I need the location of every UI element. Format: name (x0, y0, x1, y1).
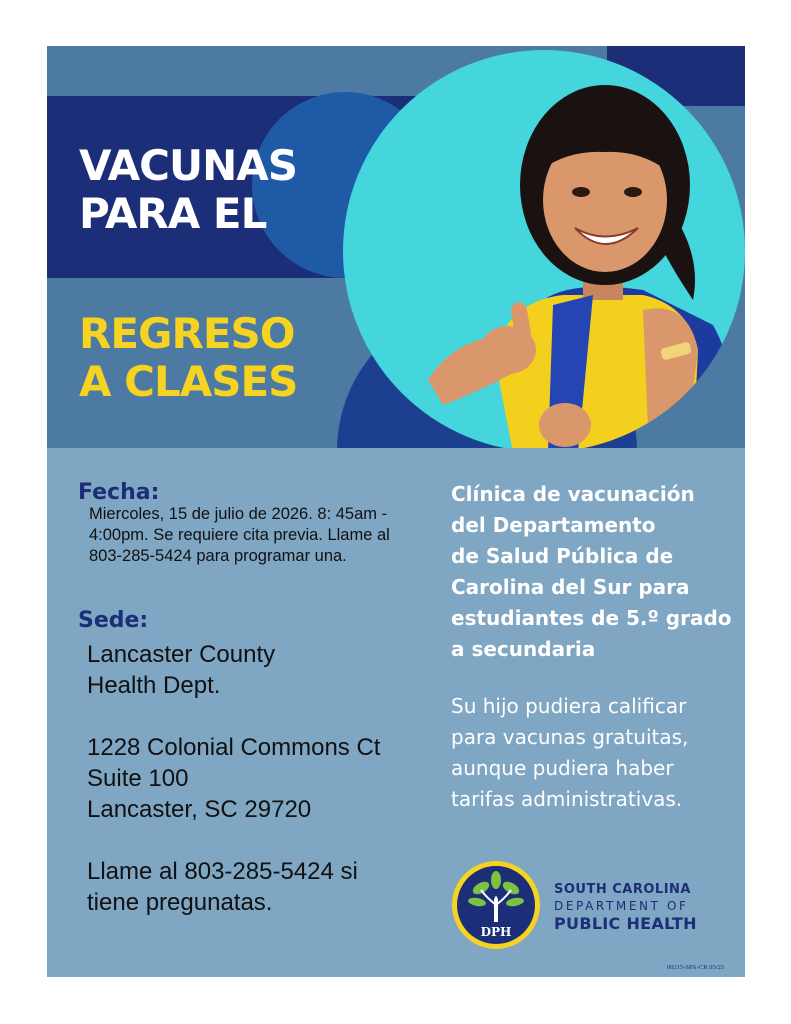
title-line-2: PARA EL (79, 189, 267, 238)
photo-circle (343, 50, 745, 448)
title-line-3: REGRESO (79, 309, 295, 358)
note-line-3: aunque pudiera haber (451, 756, 674, 780)
flyer (47, 46, 745, 977)
clinic-line-1: Clínica de vacunación (451, 482, 695, 506)
address-line-2: Suite 100 (87, 765, 189, 792)
title-white (79, 142, 297, 238)
phone-line-2: tiene pregunatas. (87, 889, 273, 916)
form-code: 00215-SPA-CR 03/25 (667, 964, 725, 971)
clinic-line-6: a secundaria (451, 637, 596, 661)
title-line-4: A CLASES (79, 357, 298, 406)
clinic-line-2: del Departamento (451, 513, 656, 537)
spacer (87, 825, 437, 856)
dph-logo-icon (451, 860, 541, 950)
sede-name-line-1: Lancaster County (87, 641, 276, 668)
hero-banner (47, 46, 745, 448)
title-line-1: VACUNAS (79, 141, 297, 190)
dph-line-3: PUBLIC HEALTH (554, 914, 697, 933)
dph-line-1: SOUTH CAROLINA (554, 882, 691, 897)
clinic-description (451, 479, 741, 665)
sede-label: Sede: (78, 608, 149, 633)
note-line-2: para vacunas gratuitas, (451, 725, 689, 749)
eligibility-note (451, 691, 741, 815)
phone-line-1: Llame al 803-285-5424 si (87, 858, 358, 885)
sede-text (87, 639, 437, 918)
clinic-line-4: Carolina del Sur para (451, 575, 690, 599)
spacer (87, 701, 437, 732)
sede-name-line-2: Health Dept. (87, 672, 221, 699)
address-line-3: Lancaster, SC 29720 (87, 796, 312, 823)
note-line-4: tarifas administrativas. (451, 787, 683, 811)
title-yellow (79, 310, 297, 406)
clinic-line-5: estudiantes de 5.º grado (451, 606, 732, 630)
note-line-1: Su hijo pudiera calificar (451, 694, 687, 718)
logo-badge-text: DPH (480, 925, 512, 939)
girl-photo-illustration (343, 50, 745, 448)
dph-line-2: DEPARTMENT OF (554, 899, 689, 913)
dph-wordmark (554, 882, 697, 933)
fecha-text: Miercoles, 15 de julio de 2026. 8: 45am - 4:00pm. Se requiere cita previa. Llame al 803-285-5424 para programar una. (89, 505, 390, 565)
address-line-1: 1228 Colonial Commons Ct (87, 734, 381, 761)
fecha-label: Fecha: (78, 480, 160, 505)
clinic-line-3: de Salud Pública de (451, 544, 674, 568)
